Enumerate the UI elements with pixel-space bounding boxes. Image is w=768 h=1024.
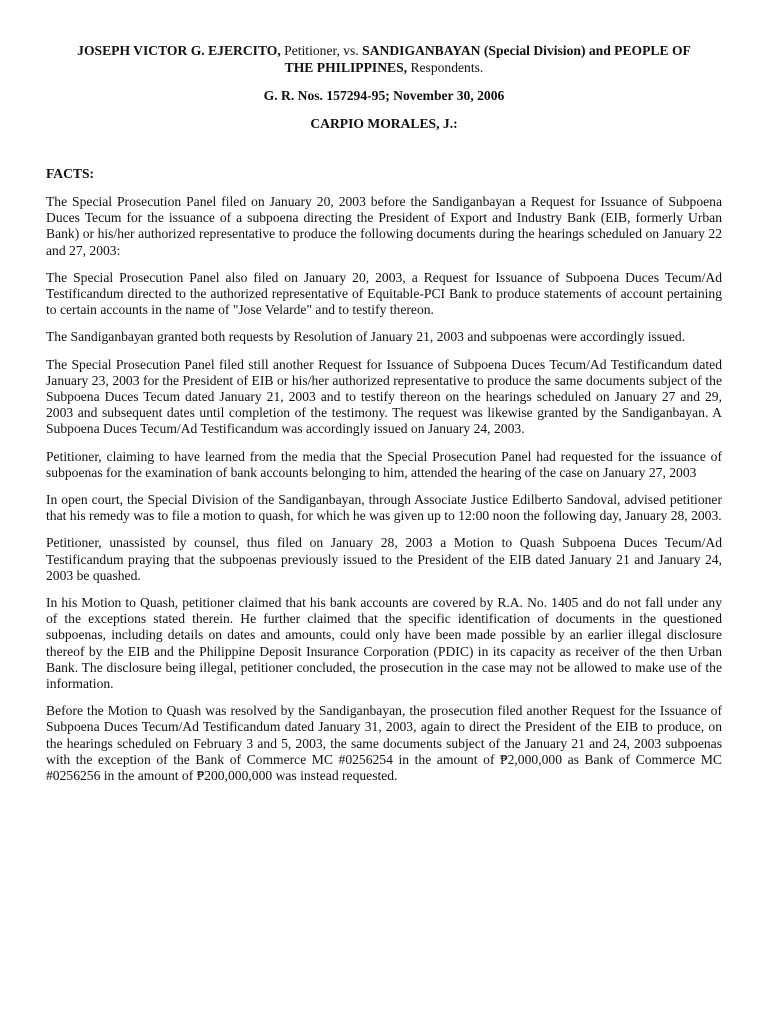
petitioner-name: JOSEPH VICTOR G. EJERCITO, (77, 43, 281, 58)
case-caption (64, 42, 704, 76)
paragraph: The Sandiganbayan granted both requests by Resolution of January 21, 2003 and subpoenas were accordingly issued. (46, 329, 686, 345)
paragraph: The Special Prosecution Panel also filed on January 20, 2003, a Request for Issuance of Subpoena Duces Tecum/Ad Testificandum directed to the authorized representative of Equitable-PCI Bank to produce statements of account pertaining to certain accounts in the name of "Jose Velarde" and to testify thereon. (46, 269, 722, 318)
paragraph: Petitioner, claiming to have learned from the media that the Special Prosecution Panel had requested for the issuance of subpoenas for the examination of bank accounts belonging to him, attended the hearing of the case on January 27, 2003 (46, 448, 722, 480)
paragraph: In open court, the Special Division of the Sandiganbayan, through Associate Justice Edilberto Sandoval, advised petitioner that his remedy was to file a motion to quash, for which he was given up to 12:00 noon the following day, January 28, 2003. (46, 492, 722, 524)
paragraph: The Special Prosecution Panel filed still another Request for Issuance of Subpoena Duces Tecum/Ad Testificandum dated January 23, 2003 for the President of EIB or his/her authorized representative to produce the same documents subject of the Subpoena Duces Tecum dated January 21, 2003 and to testify thereon on the hearings scheduled on January 27 and 29, 2003 and subsequent dates until completion of the testimony. The request was likewise granted by the Sandiganbayan. A Subpoena Duces Tecum/Ad Testificandum was accordingly issued on January 24, 2003. (46, 356, 722, 437)
paragraph: Petitioner, unassisted by counsel, thus filed on January 28, 2003 a Motion to Quash Subpoena Duces Tecum/Ad Testificandum praying that the subpoenas previously issued to the President of the EIB dated January 21 and January 24, 2003 be quashed. (46, 535, 722, 583)
respondent-role: Respondents. (407, 60, 484, 75)
paragraph: Before the Motion to Quash was resolved by the Sandiganbayan, the prosecution filed another Request for the Issuance of Subpoena Duces Tecum/Ad Testificandum dated January 31, 2003, again to direct the President of the EIB to produce, on the hearings scheduled on February 3 and 5, 2003, the same documents subject of the January 21 and 24, 2003 subpoenas with the exception of the Bank of Commerce MC #0256254 in the amount of ₱2,000,000 as Bank of Commerce MC #0256256 in the amount of ₱200,000,000 was instead requested. (46, 703, 722, 784)
section-heading-facts: FACTS: (46, 166, 95, 181)
respondent-name: SANDIGANBAYAN (Special Division) and PEOPLE OF THE PHILIPPINES, (284, 43, 691, 75)
ponente: CARPIO MORALES, J.: (310, 116, 458, 131)
paragraph: The Special Prosecution Panel filed on January 20, 2003 before the Sandiganbayan a Request for Issuance of Subpoena Duces Tecum for the issuance of a subpoena directing the President of Export and Industry Bank (EIB, formerly Urban Bank) or his/her authorized representative to produce the following documents during the hearings scheduled on January 22 and 27, 2003: (46, 194, 722, 258)
case-number: G. R. Nos. 157294-95; November 30, 2006 (263, 88, 505, 103)
paragraph: In his Motion to Quash, petitioner claimed that his bank accounts are covered by R.A. No. 1405 and do not fall under any of the exceptions stated therein. He further claimed that the specific identification of documents in the questioned subpoenas, including details on dates and amounts, could only have been made possible by an earlier illegal disclosure thereof by the EIB and the Philippine Deposit Insurance Corporation (PDIC) in its capacity as receiver of the then Urban Bank. The disclosure being illegal, petitioner concluded, the prosecution in the case may not be allowed to make use of the information. (46, 595, 722, 692)
petitioner-role: Petitioner, vs. (280, 43, 363, 58)
